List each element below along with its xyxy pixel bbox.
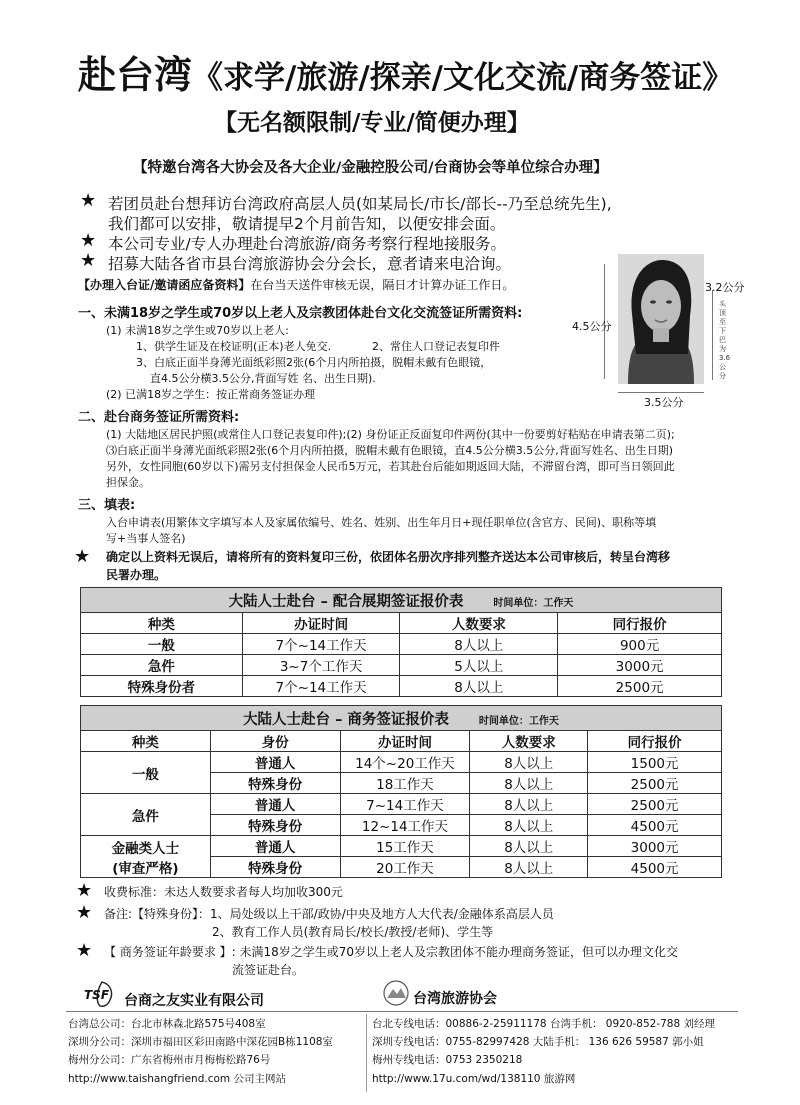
confirm-line-2: 民署办理。	[106, 568, 167, 582]
table-cell: 金融类人士 (审查严格)	[81, 836, 211, 878]
age-note: 【 商务签证年龄要求 】: 未满18岁之学生或70岁以上老人及宗教团体不能办理商务签证，但可以办理文化交	[104, 945, 679, 959]
footer-right-3: 梅州专线电话：0753 2350218	[372, 1054, 523, 1066]
table2-unit: 时间单位：工作天	[478, 715, 559, 727]
table-cell: 普通人	[210, 794, 340, 815]
portrait-illustration	[618, 254, 704, 384]
table-row	[81, 676, 722, 697]
price-table-2	[80, 705, 722, 878]
footer-left-4: http://www.taishangfriend.com 公司主网站	[68, 1073, 286, 1085]
intro-line-4: 招募大陆各省市县台湾旅游协会分会长，意者请来电洽询。	[108, 255, 512, 273]
photo-top-label: 3.2公分	[705, 281, 745, 294]
section1-heading: 一、未满18岁之学生或70岁以上老人及宗教团体赴台文化交流签证所需资料:	[78, 306, 523, 321]
table-row	[81, 731, 722, 752]
face-guide	[712, 290, 713, 380]
table-row	[81, 836, 722, 857]
table-header: 同行报价	[588, 731, 722, 752]
intro-line-1: 若团员赴台想拜访台湾政府高层人员(如某局长/市长/部长--乃至总统先生),	[108, 195, 612, 213]
table-cell: 4500元	[588, 857, 722, 878]
table-cell: 普通人	[210, 752, 340, 773]
table1-unit: 时间单位：工作天	[493, 597, 574, 609]
association-logo-icon	[383, 980, 409, 1006]
table-cell: 特殊身份	[210, 815, 340, 836]
tsf-logo-text: TSF	[84, 988, 110, 1002]
table-header: 种类	[81, 613, 243, 634]
table-header: 办证时间	[340, 731, 470, 752]
travel-website-link[interactable]: http://www.17u.com/wd/138110	[372, 1073, 541, 1085]
notice-text: 在台当天送件审核无误，隔日才计算办证工作日。	[250, 278, 515, 292]
s1-line: (1) 未满18岁之学生或70岁以上老人:	[106, 324, 289, 337]
table-header: 办证时间	[242, 613, 400, 634]
table-cell: 7个~14工作天	[242, 634, 400, 655]
intro-line-3: 本公司专业/专人办理赴台湾旅游/商务考察行程地接服务。	[108, 235, 506, 253]
table-cell: 8人以上	[470, 836, 588, 857]
table-cell: 1500元	[588, 752, 722, 773]
photo-width-label: 3.5公分	[644, 396, 684, 409]
title-rest: 《求学/旅游/探亲/文化交流/商务签证》	[192, 60, 734, 96]
table-row	[81, 634, 722, 655]
footer-left-2: 深圳分公司：深圳市福田区彩田南路中深花园B栋1108室	[68, 1036, 333, 1048]
table-header: 种类	[81, 731, 211, 752]
photo-sample	[618, 254, 704, 384]
s2-line: (1) 大陆地区居民护照(或常住人口登记表复印件);(2) 身份证正反面复印件两份(其中一份要剪好粘贴在申请表第二页);	[106, 428, 675, 441]
table-row	[81, 794, 722, 815]
table-header: 人数要求	[400, 613, 558, 634]
footer-left-1: 台湾总公司：台北市林森北路575号408室	[68, 1018, 266, 1030]
footer-vdivider	[366, 1014, 367, 1092]
table-header: 人数要求	[470, 731, 588, 752]
confirm-line-1: 确定以上资料无误后，请将所有的资料复印三份，依团体名册次序排列整齐送达本公司审核后，转呈台湾移	[106, 550, 671, 564]
table2-caption: 大陆人士赴台 – 商务签证报价表 时间单位：工作天	[81, 706, 722, 731]
intro-line-2: 我们都可以安排，敬请提早2个月前告知，以便安排会面。	[108, 215, 506, 233]
section2-heading: 二、赴台商务签证所需资料:	[78, 410, 240, 425]
table-cell: 14个~20工作天	[340, 752, 470, 773]
table-cell: 7个~14工作天	[242, 676, 400, 697]
table-cell: 3000元	[588, 836, 722, 857]
table1-caption: 大陆人士赴台 – 配合展期签证报价表 时间单位：工作天	[81, 588, 722, 613]
page-title	[78, 44, 733, 99]
price-table-1	[80, 587, 722, 697]
age-note-2: 流签证赴台。	[232, 963, 305, 977]
table-cell: 8人以上	[470, 773, 588, 794]
table-cell: 8人以上	[400, 634, 558, 655]
s3-line: 入台申请表(用繁体文字填写本人及家属依编号、姓名、姓别、出生年月日+现任职单位(含官方、民间)、职称等填	[106, 516, 657, 529]
table-cell: 特殊身份	[210, 857, 340, 878]
s1-line: 3、白底正面半身薄光面纸彩照2张(6个月内所拍摄，脱帽未戴有色眼镜，	[136, 356, 492, 369]
table-cell: 2500元	[558, 676, 722, 697]
s1-line: 直4.5公分横3.5公分,背面写姓 名、出生日期).	[150, 372, 376, 385]
star-icon: ★	[76, 940, 93, 961]
s1-line: 1、供学生证及在校证明(正本)老人免交.	[136, 340, 332, 353]
table-cell: 3000元	[558, 655, 722, 676]
table-header: 同行报价	[558, 613, 722, 634]
tsf-logo	[80, 980, 122, 1008]
table-cell: 900元	[558, 634, 722, 655]
table-header: 身份	[210, 731, 340, 752]
photo-side-note: 头顶至下巴为3.6公分	[719, 300, 731, 380]
table-cell: 5人以上	[400, 655, 558, 676]
company-website-link[interactable]: http://www.taishangfriend.com	[68, 1073, 231, 1085]
table-row	[81, 655, 722, 676]
footer-right-1: 台北专线电话：00886-2-25911178 台湾手机： 0920-852-788 刘经理	[372, 1018, 715, 1030]
table-cell: 15工作天	[340, 836, 470, 857]
star-icon: ★	[74, 546, 91, 567]
table-cell: 18工作天	[340, 773, 470, 794]
table-cell: 4500元	[588, 815, 722, 836]
table-cell: 急件	[81, 655, 243, 676]
section3-heading: 三、填表:	[78, 498, 136, 513]
footer-left-3: 梅州分公司：广东省梅州市月梅梅松路76号	[68, 1054, 271, 1066]
star-icon: ★	[80, 190, 97, 211]
star-icon: ★	[76, 902, 93, 923]
footer-right-2: 深圳专线电话：0755-82997428 大陆手机： 136 626 59587 郭小姐	[372, 1036, 704, 1048]
table-cell: 12~14工作天	[340, 815, 470, 836]
invite-line: 【特邀台湾各大协会及各大企业/金融控股公司/台商协会等单位综合办理】	[133, 160, 608, 176]
s3-line: 写+当事人签名)	[106, 532, 186, 545]
company-name: 台商之友实业有限公司	[124, 993, 264, 1009]
s2-line: 担保金。	[106, 476, 150, 489]
s2-line: 另外，女性同胞(60岁以下)需另支付担保金人民币5万元，若其赴台后能如期返回大陆，不滞留台湾，即可当日领回此	[106, 460, 675, 473]
star-icon: ★	[80, 230, 97, 251]
table-row	[81, 613, 722, 634]
table-cell: 一般	[81, 752, 211, 794]
fee-note: 收费标准：未达人数要求者每人均加收300元	[104, 885, 343, 899]
table-cell: 8人以上	[470, 752, 588, 773]
footer-right-4: http://www.17u.com/wd/138110 旅游网	[372, 1073, 576, 1085]
table-cell: 8人以上	[470, 857, 588, 878]
remark-line-1: 备注:【特殊身份】：1、局处级以上干部/政协/中央及地方人大代表/金融体系高层人员	[104, 907, 554, 921]
remark-line-2: 2、教育工作人员(教育局长/校长/教授/老师)、学生等	[212, 925, 494, 939]
association-name: 台湾旅游协会	[413, 991, 497, 1007]
s2-line: ⑶白底正面半身薄光面纸彩照2张(6个月内所拍摄，脱帽未戴有色眼镜，直4.5公分横3.5公分,背面写姓名、出生日期)	[106, 444, 674, 457]
table-cell: 特殊身份	[210, 773, 340, 794]
star-icon: ★	[76, 880, 93, 901]
width-guide	[618, 392, 704, 393]
table-cell: 急件	[81, 794, 211, 836]
table-cell: 一般	[81, 634, 243, 655]
footer-divider	[66, 1011, 738, 1012]
table-cell: 特殊身份者	[81, 676, 243, 697]
subtitle: 【无名额限制/专业/简便办理】	[214, 110, 530, 136]
table-cell: 8人以上	[470, 794, 588, 815]
table-cell: 8人以上	[470, 815, 588, 836]
notice-label: 【办理入台证/邀请函应备资料】	[78, 278, 251, 292]
table-cell: 普通人	[210, 836, 340, 857]
star-icon: ★	[80, 250, 97, 271]
table-cell: 2500元	[588, 773, 722, 794]
s1-line: 2、常住人口登记表复印件	[372, 340, 500, 353]
photo-height-label: 4.5公分	[572, 320, 612, 333]
notice	[78, 276, 514, 293]
title-main: 赴台湾	[78, 53, 193, 97]
table-cell: 8人以上	[400, 676, 558, 697]
table-cell: 20工作天	[340, 857, 470, 878]
table-cell: 7~14工作天	[340, 794, 470, 815]
table-row	[81, 752, 722, 773]
s1-line: (2) 已满18岁之学生：按正常商务签证办理	[106, 388, 316, 401]
table-cell: 3~7个工作天	[242, 655, 400, 676]
table-cell: 2500元	[588, 794, 722, 815]
